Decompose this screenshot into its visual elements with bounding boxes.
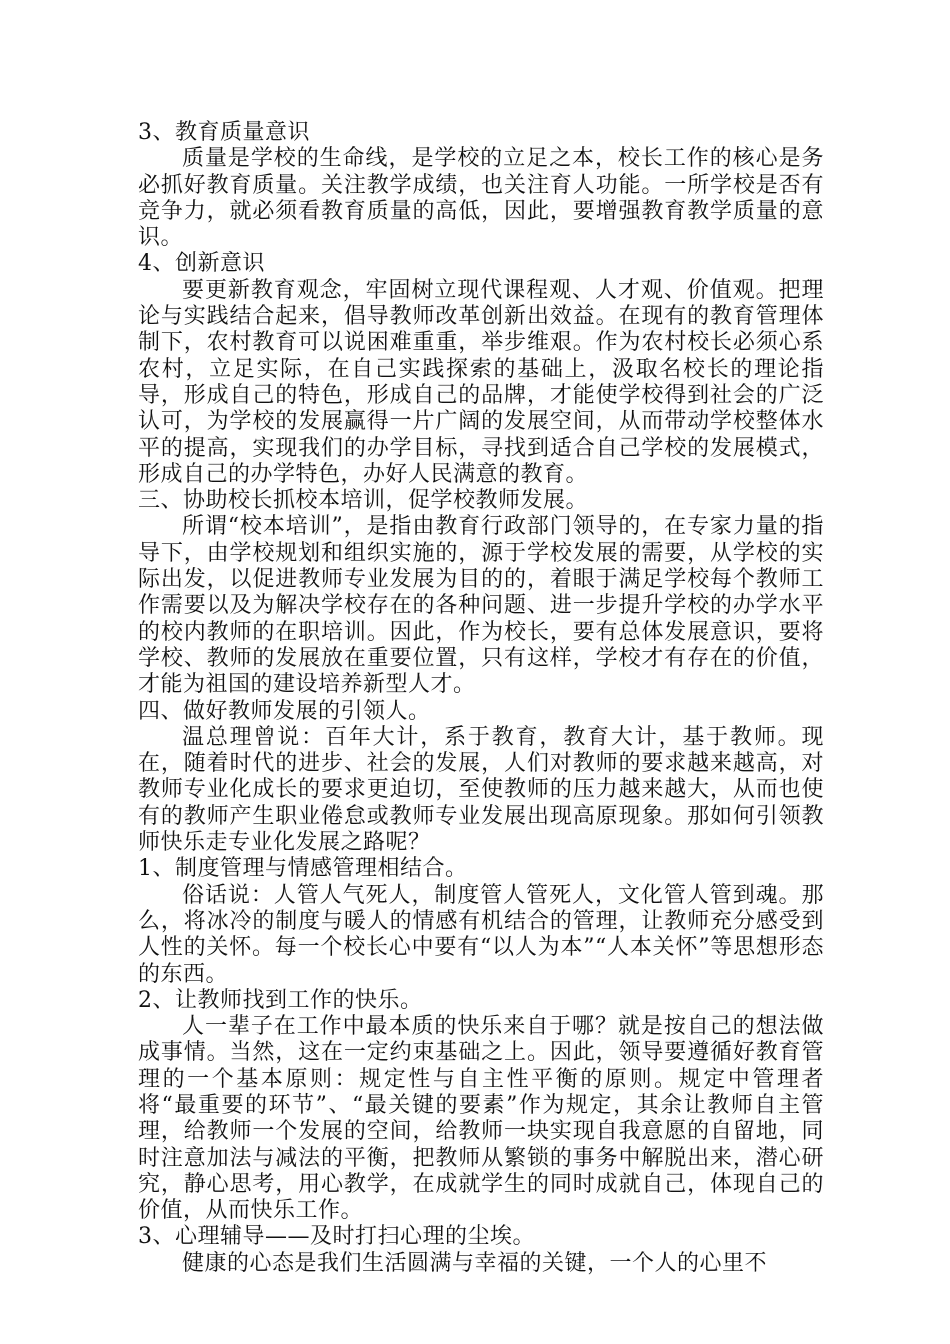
- paragraph-work-joy: 人一辈子在工作中最本质的快乐来自于哪？就是按自己的想法做成事情。当然，这在一定约束基础之上。因此，领导要遵循好教育管理的一个基本原则：规定性与自主性平衡的原则。规定中管理者将“最重要的环节”、“最关键的要素”作为规定，其余让教师自主管理，给教师一个发展的空间，给教师一块实现自我意愿的自留地，同时注意加法与减法的平衡，把教师从繁锁的事务中解脱出来，潜心研究，静心思考，用心教学，在成就学生的同时成就自己，体现自己的价值，从而快乐工作。: [138, 1014, 824, 1224]
- section-heading-work-joy: 2、让教师找到工作的快乐。: [138, 987, 423, 1013]
- section-heading-quality: 3、教育质量意识: [138, 120, 310, 145]
- paragraph-school-training: 所谓“校本培训”，是指由教育行政部门领导的，在专家力量的指导下，由学校规划和组织实施的，源于学校发展的需要，从学校的实际出发，以促进教师专业发展为目的的，着眼于满足学校每个教师工作需要以及为解决学校存在的各种问题、进一步提升学校的办学水平的校内教师的在职培训。因此，作为校长，要有总体发展意识，要将学校、教师的发展放在重要位置，只有这样，学校才有存在的价值，才能为祖国的建设培养新型人才。: [138, 514, 824, 698]
- section-heading-innovation: 4、创新意识: [138, 251, 265, 277]
- paragraph-counseling: 健康的心态是我们生活圆满与幸福的关键，一个人的心里不: [182, 1250, 768, 1276]
- section-heading-management: 1、制度管理与情感管理相结合。: [138, 856, 468, 882]
- paragraph-quality: 质量是学校的生命线，是学校的立足之本，校长工作的核心是务必抓好教育质量。关注教学成绩，也关注育人功能。一所学校是否有竞争力，就必须看教育质量的高低，因此，要增强教育教学质量的意识。: [138, 146, 824, 251]
- paragraph-teacher-leader: 温总理曾说：百年大计，系于教育，教育大计，基于教师。现在，随着时代的进步、社会的发展，人们对教师的要求越来越高，对教师专业化成长的要求更迫切，至使教师的压力越来越大，从而也使有的教师产生职业倦怠或教师专业发展出现高原现象。那如何引领教师快乐走专业化发展之路呢？: [138, 724, 824, 856]
- document-page: [138, 120, 824, 1277]
- paragraph-management: 俗话说：人管人气死人，制度管人管死人，文化管人管到魂。那么，将冰冷的制度与暖人的情感有机结合的管理，让教师充分感受到人性的关怀。每一个校长心中要有“以人为本”“人本关怀”等思想形态的东西。: [138, 882, 824, 987]
- section-heading-teacher-leader: 四、做好教师发展的引领人。: [138, 698, 431, 724]
- section-heading-counseling: 3、心理辅导——及时打扫心理的尘埃。: [138, 1224, 535, 1250]
- section-heading-school-training: 三、协助校长抓校本培训，促学校教师发展。: [138, 488, 589, 514]
- paragraph-innovation: 要更新教育观念，牢固树立现代课程观、人才观、价值观。把理论与实践结合起来，倡导教师改革创新出效益。在现有的教育管理体制下，农村教育可以说困难重重，举步维艰。作为农村校长必须心系农村，立足实际，在自己实践探索的基础上，汲取名校长的理论指导，形成自己的特色，形成自己的品牌，才能使学校得到社会的广泛认可，为学校的发展赢得一片广阔的发展空间，从而带动学校整体水平的提高，实现我们的办学目标，寻找到适合自己学校的发展模式，形成自己的办学特色，办好人民满意的教育。: [138, 277, 824, 487]
